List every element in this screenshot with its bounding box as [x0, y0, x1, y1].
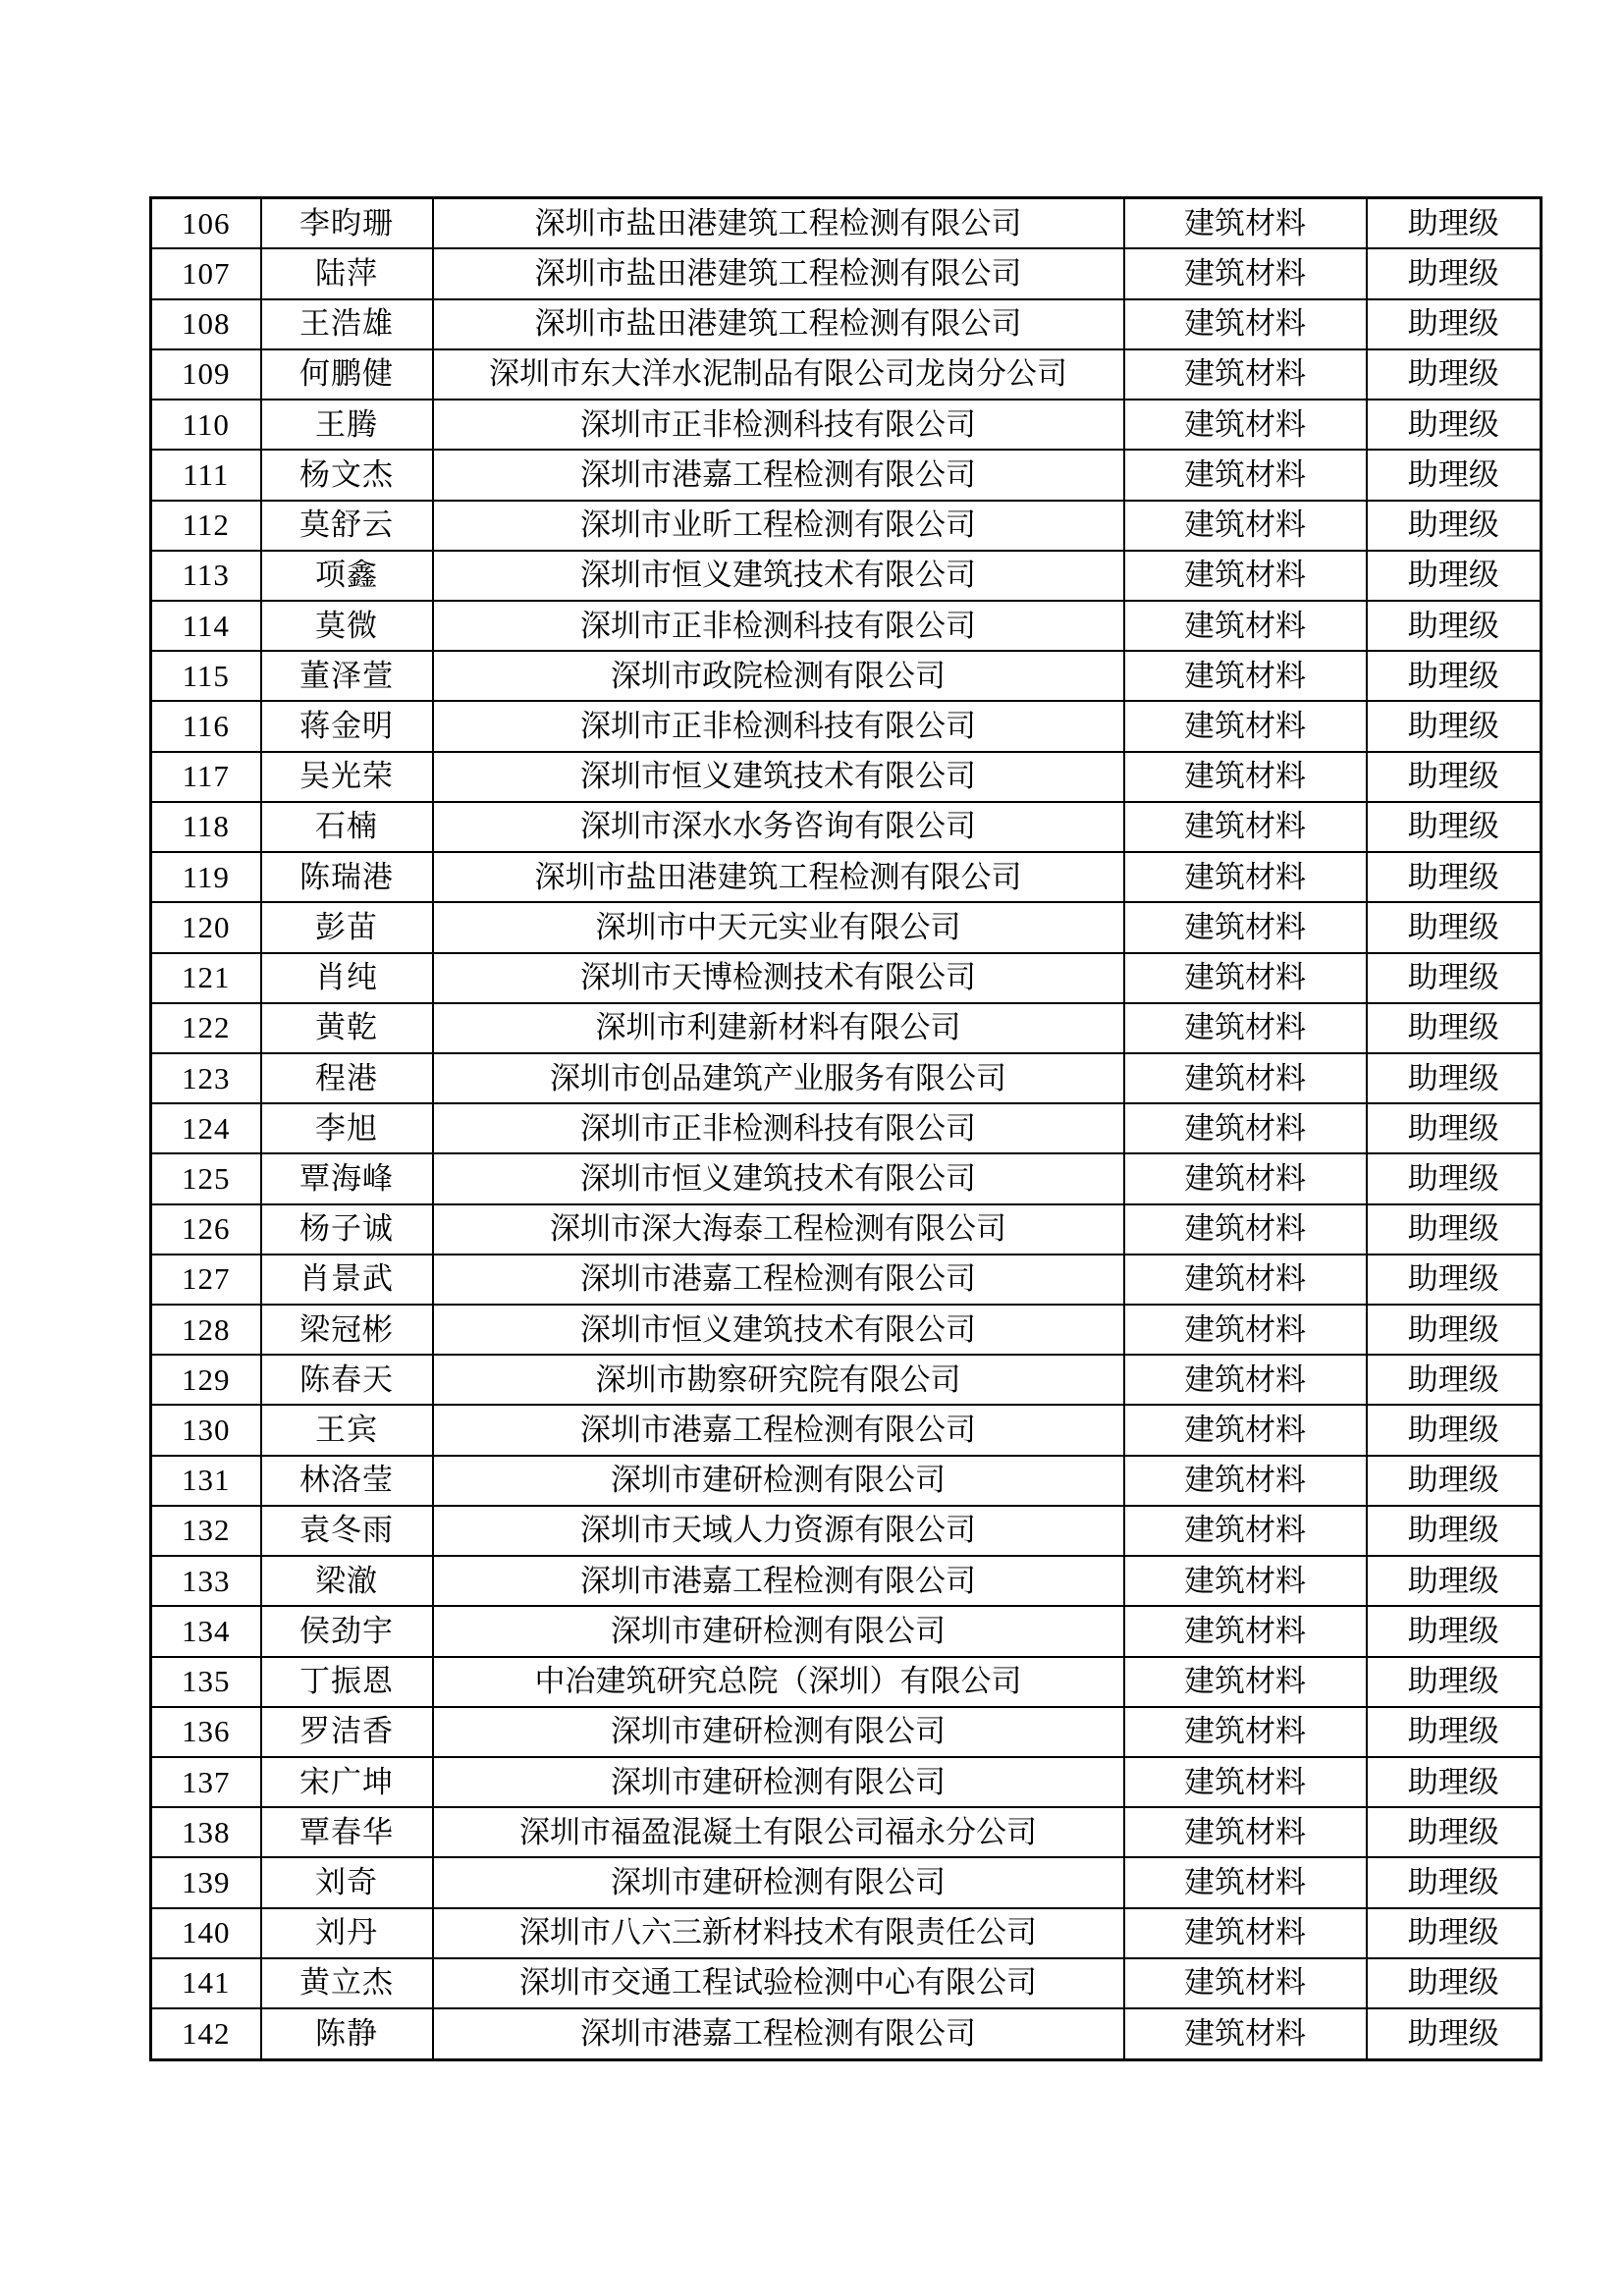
cell-specialty-category: 建筑材料 [1124, 1908, 1367, 1958]
cell-company-name: 深圳市港嘉工程检测有限公司 [433, 450, 1124, 500]
cell-person-name: 侯劲宇 [261, 1606, 433, 1656]
cell-person-name: 蒋金明 [261, 701, 433, 751]
cell-company-name: 深圳市中天元实业有限公司 [433, 902, 1124, 952]
cell-company-name: 深圳市盐田港建筑工程检测有限公司 [433, 248, 1124, 298]
cell-company-name: 深圳市港嘉工程检测有限公司 [433, 1255, 1124, 1305]
cell-person-name: 王腾 [261, 400, 433, 450]
cell-serial-number: 114 [151, 601, 261, 651]
cell-serial-number: 107 [151, 248, 261, 298]
cell-company-name: 深圳市建研检测有限公司 [433, 1456, 1124, 1506]
cell-qualification-level: 助理级 [1367, 248, 1542, 298]
cell-company-name: 深圳市恒义建筑技术有限公司 [433, 752, 1124, 802]
cell-qualification-level: 助理级 [1367, 1757, 1542, 1807]
cell-serial-number: 129 [151, 1355, 261, 1405]
cell-qualification-level: 助理级 [1367, 1456, 1542, 1506]
table-row [151, 450, 1542, 500]
cell-company-name: 深圳市港嘉工程检测有限公司 [433, 1405, 1124, 1455]
table-row [151, 902, 1542, 952]
cell-company-name: 深圳市盐田港建筑工程检测有限公司 [433, 299, 1124, 349]
cell-company-name: 深圳市天博检测技术有限公司 [433, 953, 1124, 1003]
cell-specialty-category: 建筑材料 [1124, 299, 1367, 349]
cell-qualification-level: 助理级 [1367, 1606, 1542, 1656]
cell-qualification-level: 助理级 [1367, 902, 1542, 952]
cell-specialty-category: 建筑材料 [1124, 1255, 1367, 1305]
cell-person-name: 王宾 [261, 1405, 433, 1455]
table-row [151, 248, 1542, 298]
cell-serial-number: 108 [151, 299, 261, 349]
table-row [151, 852, 1542, 902]
cell-person-name: 黄乾 [261, 1003, 433, 1053]
cell-serial-number: 137 [151, 1757, 261, 1807]
table-row [151, 2008, 1542, 2059]
cell-specialty-category: 建筑材料 [1124, 953, 1367, 1003]
cell-qualification-level: 助理级 [1367, 501, 1542, 551]
cell-person-name: 覃海峰 [261, 1153, 433, 1203]
cell-company-name: 深圳市创品建筑产业服务有限公司 [433, 1053, 1124, 1103]
cell-serial-number: 118 [151, 802, 261, 852]
cell-serial-number: 125 [151, 1153, 261, 1203]
table-row [151, 1255, 1542, 1305]
cell-serial-number: 112 [151, 501, 261, 551]
table-row [151, 601, 1542, 651]
table-row [151, 349, 1542, 400]
cell-qualification-level: 助理级 [1367, 1807, 1542, 1857]
cell-person-name: 李旭 [261, 1103, 433, 1153]
cell-person-name: 董泽萱 [261, 651, 433, 701]
cell-person-name: 陈静 [261, 2008, 433, 2059]
cell-company-name: 深圳市正非检测科技有限公司 [433, 400, 1124, 450]
cell-serial-number: 106 [151, 198, 261, 249]
cell-person-name: 肖景武 [261, 1255, 433, 1305]
cell-person-name: 丁振恩 [261, 1657, 433, 1707]
table-body [151, 198, 1542, 2060]
cell-specialty-category: 建筑材料 [1124, 198, 1367, 249]
cell-specialty-category: 建筑材料 [1124, 1958, 1367, 2008]
cell-qualification-level: 助理级 [1367, 1003, 1542, 1053]
cell-specialty-category: 建筑材料 [1124, 2008, 1367, 2059]
cell-qualification-level: 助理级 [1367, 601, 1542, 651]
cell-specialty-category: 建筑材料 [1124, 1857, 1367, 1907]
cell-specialty-category: 建筑材料 [1124, 349, 1367, 400]
cell-serial-number: 116 [151, 701, 261, 751]
cell-person-name: 刘丹 [261, 1908, 433, 1958]
cell-person-name: 黄立杰 [261, 1958, 433, 2008]
table-row [151, 1305, 1542, 1355]
cell-specialty-category: 建筑材料 [1124, 1355, 1367, 1405]
table-row [151, 953, 1542, 1003]
table-row [151, 1606, 1542, 1656]
cell-company-name: 深圳市恒义建筑技术有限公司 [433, 1153, 1124, 1203]
table-row [151, 1103, 1542, 1153]
cell-serial-number: 110 [151, 400, 261, 450]
cell-person-name: 覃春华 [261, 1807, 433, 1857]
cell-specialty-category: 建筑材料 [1124, 1456, 1367, 1506]
table-row [151, 1506, 1542, 1556]
table-row [151, 1657, 1542, 1707]
cell-company-name: 深圳市福盈混凝土有限公司福永分公司 [433, 1807, 1124, 1857]
table-row [151, 701, 1542, 751]
cell-company-name: 深圳市港嘉工程检测有限公司 [433, 1556, 1124, 1606]
cell-person-name: 陆萍 [261, 248, 433, 298]
cell-qualification-level: 助理级 [1367, 1958, 1542, 2008]
cell-company-name: 深圳市东大洋水泥制品有限公司龙岗分公司 [433, 349, 1124, 400]
cell-person-name: 莫微 [261, 601, 433, 651]
cell-specialty-category: 建筑材料 [1124, 1657, 1367, 1707]
cell-person-name: 刘奇 [261, 1857, 433, 1907]
cell-qualification-level: 助理级 [1367, 1857, 1542, 1907]
cell-specialty-category: 建筑材料 [1124, 450, 1367, 500]
cell-qualification-level: 助理级 [1367, 400, 1542, 450]
cell-qualification-level: 助理级 [1367, 2008, 1542, 2059]
cell-qualification-level: 助理级 [1367, 1405, 1542, 1455]
cell-serial-number: 120 [151, 902, 261, 952]
cell-company-name: 深圳市深大海泰工程检测有限公司 [433, 1204, 1124, 1255]
cell-company-name: 中冶建筑研究总院（深圳）有限公司 [433, 1657, 1124, 1707]
cell-serial-number: 136 [151, 1707, 261, 1757]
cell-specialty-category: 建筑材料 [1124, 1053, 1367, 1103]
cell-qualification-level: 助理级 [1367, 651, 1542, 701]
cell-serial-number: 117 [151, 752, 261, 802]
cell-qualification-level: 助理级 [1367, 198, 1542, 249]
cell-person-name: 程港 [261, 1053, 433, 1103]
cell-specialty-category: 建筑材料 [1124, 501, 1367, 551]
cell-company-name: 深圳市政院检测有限公司 [433, 651, 1124, 701]
table-row [151, 198, 1542, 249]
table-row [151, 299, 1542, 349]
cell-person-name: 莫舒云 [261, 501, 433, 551]
cell-company-name: 深圳市天域人力资源有限公司 [433, 1506, 1124, 1556]
cell-person-name: 肖纯 [261, 953, 433, 1003]
cell-qualification-level: 助理级 [1367, 701, 1542, 751]
cell-company-name: 深圳市建研检测有限公司 [433, 1757, 1124, 1807]
cell-serial-number: 130 [151, 1405, 261, 1455]
table-row [151, 1707, 1542, 1757]
cell-qualification-level: 助理级 [1367, 1053, 1542, 1103]
cell-serial-number: 140 [151, 1908, 261, 1958]
cell-specialty-category: 建筑材料 [1124, 400, 1367, 450]
cell-person-name: 陈瑞港 [261, 852, 433, 902]
cell-person-name: 梁冠彬 [261, 1305, 433, 1355]
cell-specialty-category: 建筑材料 [1124, 551, 1367, 601]
cell-company-name: 深圳市盐田港建筑工程检测有限公司 [433, 198, 1124, 249]
cell-serial-number: 121 [151, 953, 261, 1003]
cell-company-name: 深圳市港嘉工程检测有限公司 [433, 2008, 1124, 2059]
table-row [151, 1908, 1542, 1958]
cell-qualification-level: 助理级 [1367, 1506, 1542, 1556]
cell-specialty-category: 建筑材料 [1124, 752, 1367, 802]
cell-qualification-level: 助理级 [1367, 1657, 1542, 1707]
cell-serial-number: 119 [151, 852, 261, 902]
cell-company-name: 深圳市正非检测科技有限公司 [433, 601, 1124, 651]
table-row [151, 1556, 1542, 1606]
table-row [151, 1405, 1542, 1455]
table-row [151, 651, 1542, 701]
cell-specialty-category: 建筑材料 [1124, 852, 1367, 902]
cell-company-name: 深圳市盐田港建筑工程检测有限公司 [433, 852, 1124, 902]
cell-qualification-level: 助理级 [1367, 802, 1542, 852]
cell-specialty-category: 建筑材料 [1124, 248, 1367, 298]
personnel-roster-table [149, 196, 1543, 2061]
cell-company-name: 深圳市建研检测有限公司 [433, 1707, 1124, 1757]
cell-serial-number: 142 [151, 2008, 261, 2059]
cell-person-name: 杨文杰 [261, 450, 433, 500]
table-row [151, 551, 1542, 601]
cell-specialty-category: 建筑材料 [1124, 601, 1367, 651]
cell-serial-number: 127 [151, 1255, 261, 1305]
cell-specialty-category: 建筑材料 [1124, 802, 1367, 852]
table-row [151, 1003, 1542, 1053]
cell-qualification-level: 助理级 [1367, 752, 1542, 802]
cell-company-name: 深圳市建研检测有限公司 [433, 1857, 1124, 1907]
cell-company-name: 深圳市建研检测有限公司 [433, 1606, 1124, 1656]
cell-serial-number: 138 [151, 1807, 261, 1857]
cell-person-name: 宋广坤 [261, 1757, 433, 1807]
cell-specialty-category: 建筑材料 [1124, 1807, 1367, 1857]
cell-company-name: 深圳市恒义建筑技术有限公司 [433, 1305, 1124, 1355]
cell-specialty-category: 建筑材料 [1124, 1204, 1367, 1255]
cell-serial-number: 111 [151, 450, 261, 500]
cell-serial-number: 113 [151, 551, 261, 601]
cell-person-name: 袁冬雨 [261, 1506, 433, 1556]
cell-specialty-category: 建筑材料 [1124, 1556, 1367, 1606]
cell-serial-number: 141 [151, 1958, 261, 2008]
cell-serial-number: 123 [151, 1053, 261, 1103]
cell-specialty-category: 建筑材料 [1124, 1153, 1367, 1203]
cell-serial-number: 109 [151, 349, 261, 400]
cell-person-name: 李昀珊 [261, 198, 433, 249]
table-row [151, 752, 1542, 802]
cell-qualification-level: 助理级 [1367, 953, 1542, 1003]
cell-specialty-category: 建筑材料 [1124, 1405, 1367, 1455]
cell-person-name: 项鑫 [261, 551, 433, 601]
table-row [151, 1456, 1542, 1506]
cell-specialty-category: 建筑材料 [1124, 1506, 1367, 1556]
cell-person-name: 彭苗 [261, 902, 433, 952]
table-row [151, 1204, 1542, 1255]
cell-company-name: 深圳市勘察研究院有限公司 [433, 1355, 1124, 1405]
cell-person-name: 石楠 [261, 802, 433, 852]
cell-qualification-level: 助理级 [1367, 349, 1542, 400]
cell-company-name: 深圳市交通工程试验检测中心有限公司 [433, 1958, 1124, 2008]
cell-qualification-level: 助理级 [1367, 299, 1542, 349]
cell-specialty-category: 建筑材料 [1124, 1757, 1367, 1807]
cell-company-name: 深圳市恒义建筑技术有限公司 [433, 551, 1124, 601]
cell-qualification-level: 助理级 [1367, 1556, 1542, 1606]
cell-person-name: 何鹏健 [261, 349, 433, 400]
cell-company-name: 深圳市正非检测科技有限公司 [433, 701, 1124, 751]
cell-specialty-category: 建筑材料 [1124, 651, 1367, 701]
cell-person-name: 林洛莹 [261, 1456, 433, 1506]
cell-serial-number: 131 [151, 1456, 261, 1506]
cell-serial-number: 139 [151, 1857, 261, 1907]
table-row [151, 400, 1542, 450]
table-row [151, 1857, 1542, 1907]
cell-qualification-level: 助理级 [1367, 1255, 1542, 1305]
cell-serial-number: 124 [151, 1103, 261, 1153]
cell-person-name: 陈春天 [261, 1355, 433, 1405]
cell-specialty-category: 建筑材料 [1124, 701, 1367, 751]
cell-serial-number: 133 [151, 1556, 261, 1606]
table-row [151, 1153, 1542, 1203]
table-row [151, 1807, 1542, 1857]
cell-specialty-category: 建筑材料 [1124, 1707, 1367, 1757]
cell-qualification-level: 助理级 [1367, 1355, 1542, 1405]
table-row [151, 1355, 1542, 1405]
cell-serial-number: 122 [151, 1003, 261, 1053]
cell-company-name: 深圳市业昕工程检测有限公司 [433, 501, 1124, 551]
cell-qualification-level: 助理级 [1367, 1908, 1542, 1958]
cell-serial-number: 128 [151, 1305, 261, 1355]
cell-person-name: 吴光荣 [261, 752, 433, 802]
cell-serial-number: 126 [151, 1204, 261, 1255]
cell-company-name: 深圳市正非检测科技有限公司 [433, 1103, 1124, 1153]
cell-qualification-level: 助理级 [1367, 1305, 1542, 1355]
cell-serial-number: 132 [151, 1506, 261, 1556]
cell-qualification-level: 助理级 [1367, 1707, 1542, 1757]
table-row [151, 1757, 1542, 1807]
cell-company-name: 深圳市深水水务咨询有限公司 [433, 802, 1124, 852]
cell-qualification-level: 助理级 [1367, 551, 1542, 601]
cell-serial-number: 135 [151, 1657, 261, 1707]
cell-qualification-level: 助理级 [1367, 450, 1542, 500]
cell-specialty-category: 建筑材料 [1124, 1606, 1367, 1656]
cell-company-name: 深圳市八六三新材料技术有限责任公司 [433, 1908, 1124, 1958]
cell-qualification-level: 助理级 [1367, 1103, 1542, 1153]
table-row [151, 802, 1542, 852]
cell-person-name: 罗洁香 [261, 1707, 433, 1757]
cell-qualification-level: 助理级 [1367, 1204, 1542, 1255]
cell-specialty-category: 建筑材料 [1124, 1103, 1367, 1153]
cell-person-name: 杨子诚 [261, 1204, 433, 1255]
table-row [151, 1958, 1542, 2008]
cell-specialty-category: 建筑材料 [1124, 1003, 1367, 1053]
cell-person-name: 梁澈 [261, 1556, 433, 1606]
cell-person-name: 王浩雄 [261, 299, 433, 349]
cell-company-name: 深圳市利建新材料有限公司 [433, 1003, 1124, 1053]
cell-serial-number: 115 [151, 651, 261, 701]
cell-specialty-category: 建筑材料 [1124, 902, 1367, 952]
table-row [151, 501, 1542, 551]
cell-qualification-level: 助理级 [1367, 1153, 1542, 1203]
cell-qualification-level: 助理级 [1367, 852, 1542, 902]
cell-serial-number: 134 [151, 1606, 261, 1656]
table-row [151, 1053, 1542, 1103]
cell-specialty-category: 建筑材料 [1124, 1305, 1367, 1355]
